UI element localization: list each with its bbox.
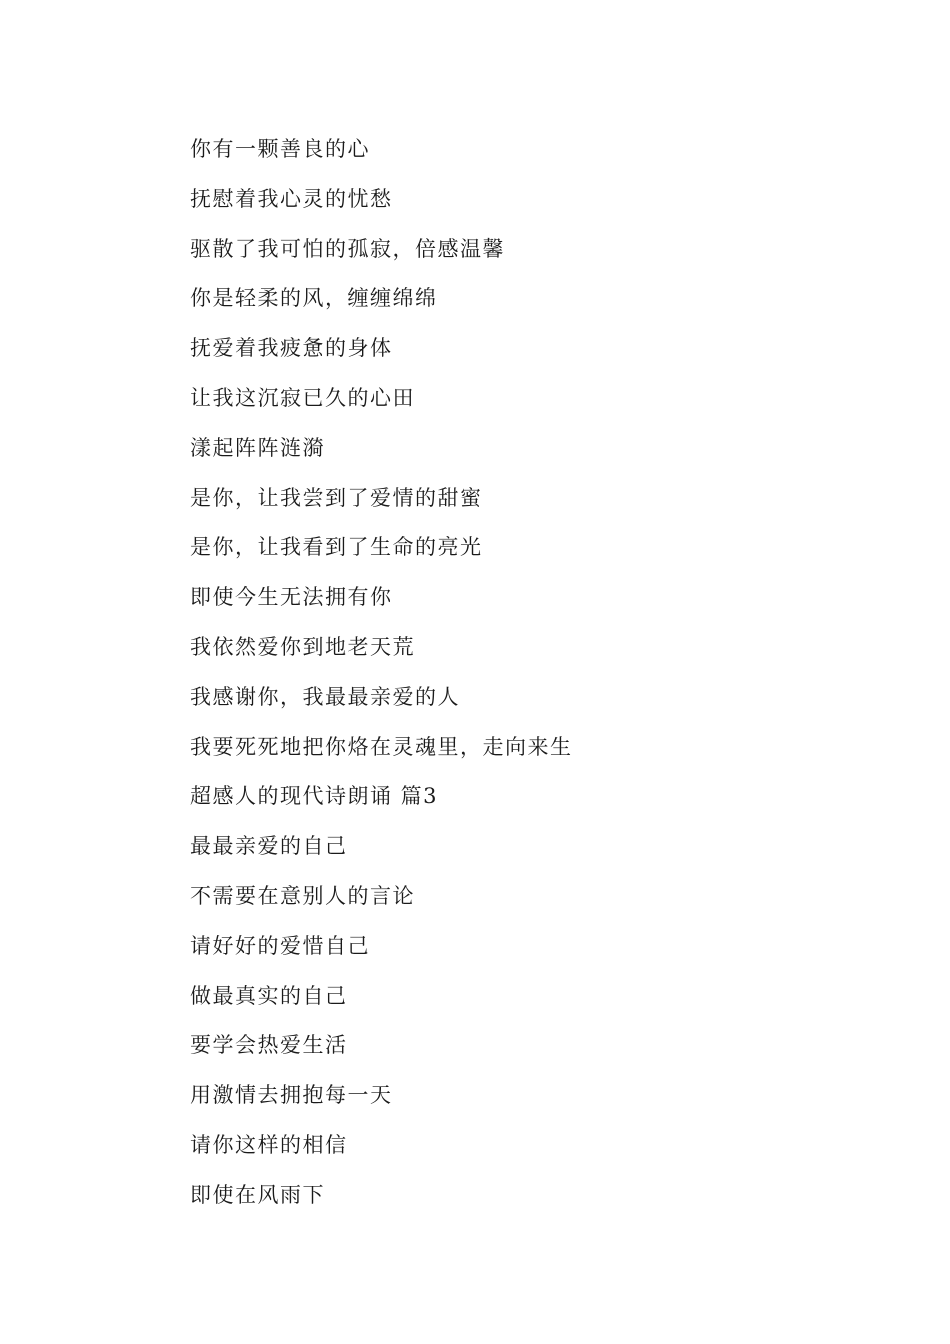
text-line: 是你，让我看到了生命的亮光 (190, 535, 483, 560)
text-line: 做最真实的自己 (190, 983, 348, 1008)
section-heading: 超感人的现代诗朗诵 篇3 (190, 784, 439, 809)
text-line: 抚爱着我疲惫的身体 (190, 336, 393, 361)
text-line: 最最亲爱的自己 (190, 834, 348, 859)
text-line: 即使在风雨下 (190, 1182, 325, 1207)
text-line: 要学会热爱生活 (190, 1033, 348, 1058)
text-line: 我要死死地把你烙在灵魂里，走向来生 (190, 734, 573, 759)
text-line: 驱散了我可怕的孤寂，倍感温馨 (190, 236, 505, 261)
text-line: 用激情去拥抱每一天 (190, 1083, 393, 1108)
text-line: 抚慰着我心灵的忧愁 (190, 186, 393, 211)
text-line: 我依然爱你到地老天荒 (190, 634, 415, 659)
text-line: 我感谢你，我最最亲爱的人 (190, 684, 460, 709)
text-line: 请你这样的相信 (190, 1132, 348, 1157)
text-line: 漾起阵阵涟漪 (190, 435, 325, 460)
text-line: 不需要在意别人的言论 (190, 883, 415, 908)
text-line: 你是轻柔的风，缠缠绵绵 (190, 286, 438, 311)
text-line: 让我这沉寂已久的心田 (190, 385, 415, 410)
text-line: 你有一颗善良的心 (190, 137, 370, 161)
text-line: 是你，让我尝到了爱情的甜蜜 (190, 485, 483, 510)
text-line: 请好好的爱惜自己 (190, 933, 370, 958)
text-line: 即使今生无法拥有你 (190, 585, 393, 610)
poem-text (190, 125, 890, 1221)
